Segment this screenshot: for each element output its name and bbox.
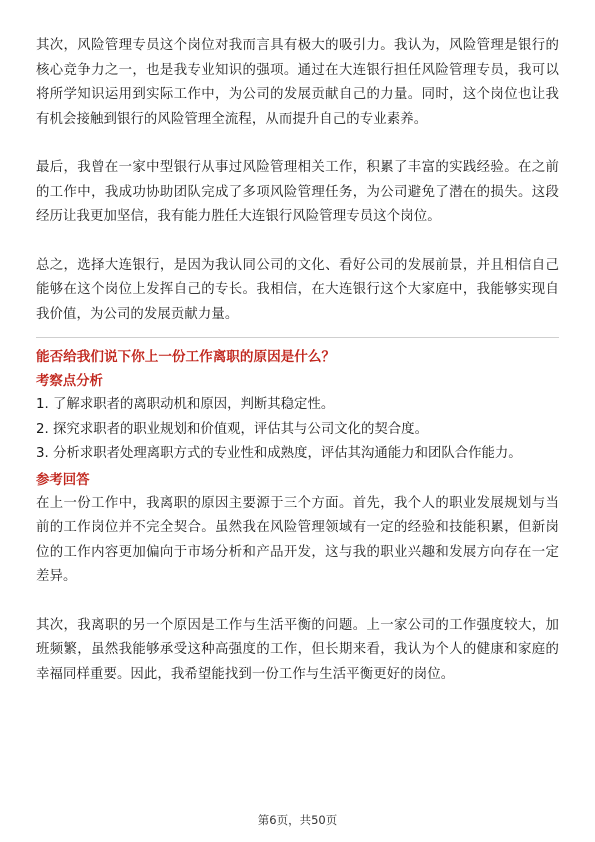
analysis-item: 1. 了解求职者的离职动机和原因，判断其稳定性。 [36,397,335,412]
analysis-item: 3. 分析求职者处理离职方式的专业性和成熟度，评估其沟通能力和团队合作能力。 [36,446,522,461]
paragraph-conclusion: 总之，选择大连银行，是因为我认同公司的文化、看好公司的发展前景，并且相信自己能够在这个岗位上发挥自己的专长。我相信，在大连银行这个大家庭中，我能够实现自我价值，为公司的发展贡献力量。 [36,257,559,322]
answer-paragraph: 其次，我离职的另一个原因是工作与生活平衡的问题。上一家公司的工作强度较大，加班频繁，虽然我能够承受这种高强度的工作，但长期来看，我认为个人的健康和家庭的幸福同样重要。因此，我希望能找到一份工作与生活平衡更好的岗位。 [36,617,559,682]
answer-heading: 参考回答 [36,472,90,488]
page-number: 第6页，共50页 [257,813,338,827]
analysis-item: 2. 探究求职者的职业规划和价值观，评估其与公司文化的契合度。 [36,421,428,437]
answer-paragraph: 在上一份工作中，我离职的原因主要源于三个方面。首先，我个人的职业发展规划与当前的工作岗位并不完全契合。虽然我在风险管理领域有一定的经验和技能积累，但新岗位的工作内容更加偏向于市场分析和产品开发，这与我的职业兴趣和发展方向存在一定差异。 [36,495,559,584]
paragraph-prior-experience: 最后，我曾在一家中型银行从事过风险管理相关工作，积累了丰富的实践经验。在之前的工作中，我成功协助团队完成了多项风险管理任务，为公司避免了潜在的损失。这段经历让我更加坚信，我有能力胜任大连银行风险管理专员这个岗位。 [36,160,559,224]
interview-question: 能否给我们说下你上一份工作离职的原因是什么？ [36,349,336,365]
analysis-heading: 考察点分析 [36,374,103,389]
page-content [36,34,559,687]
section-divider [36,337,559,338]
paragraph-company-appeal: 其次，风险管理专员这个岗位对我而言具有极大的吸引力。我认为，风险管理是银行的核心竞争力之一，也是我专业知识的强项。通过在大连银行担任风险管理专员，我可以将所学知识运用到实际工作中，为公司的发展贡献自己的力量。同时，这个岗位也让我有机会接触到银行的风险管理全流程，从而提升自己的专业素养。 [36,38,559,127]
